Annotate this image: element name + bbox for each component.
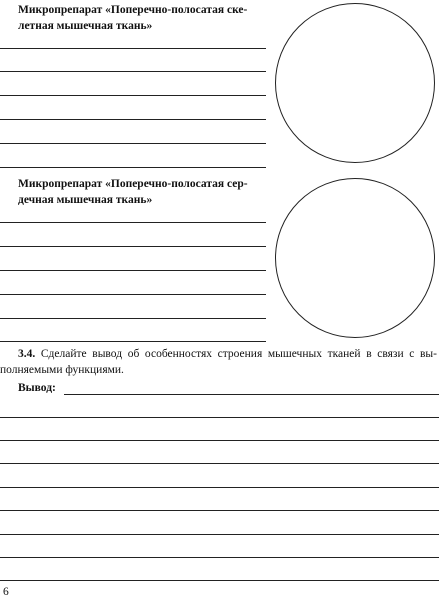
answer-line[interactable]	[0, 222, 266, 223]
answer-line[interactable]	[0, 294, 266, 295]
micro-drawing-circle-cardiac	[275, 178, 435, 338]
answer-line[interactable]	[0, 143, 266, 144]
answer-line[interactable]	[0, 580, 439, 581]
conclusion-label: Вывод:	[18, 382, 56, 394]
page-number: 6	[3, 586, 9, 598]
answer-line[interactable]	[0, 417, 439, 418]
section1-title: Микропрепарат «Поперечно-полосатая ске-летная мышечная ткань»	[18, 4, 248, 32]
answer-line[interactable]	[0, 440, 439, 441]
answer-line[interactable]	[0, 318, 266, 319]
answer-line[interactable]	[0, 463, 439, 464]
answer-line[interactable]	[0, 557, 439, 558]
answer-line[interactable]	[0, 487, 439, 488]
task-instruction	[0, 346, 437, 378]
answer-line[interactable]	[0, 510, 439, 511]
answer-line[interactable]	[0, 119, 266, 120]
task-text: Сделайте вывод об особенностях строения мышечных тканей в связи с вы-полняемыми функциями.	[0, 348, 437, 376]
answer-line[interactable]	[0, 48, 266, 49]
answer-line[interactable]	[0, 534, 439, 535]
answer-line[interactable]	[0, 71, 266, 72]
answer-line[interactable]	[0, 270, 266, 271]
section2-title: Микропрепарат «Поперечно-полосатая сер-дечная мышечная ткань»	[18, 178, 248, 206]
answer-line[interactable]	[0, 95, 266, 96]
micro-drawing-circle-skeletal	[275, 3, 435, 163]
answer-line[interactable]	[0, 167, 266, 168]
task-number: 3.4.	[18, 348, 36, 360]
conclusion-first-line[interactable]	[64, 394, 439, 395]
answer-line[interactable]	[0, 246, 266, 247]
answer-line[interactable]	[0, 341, 266, 342]
